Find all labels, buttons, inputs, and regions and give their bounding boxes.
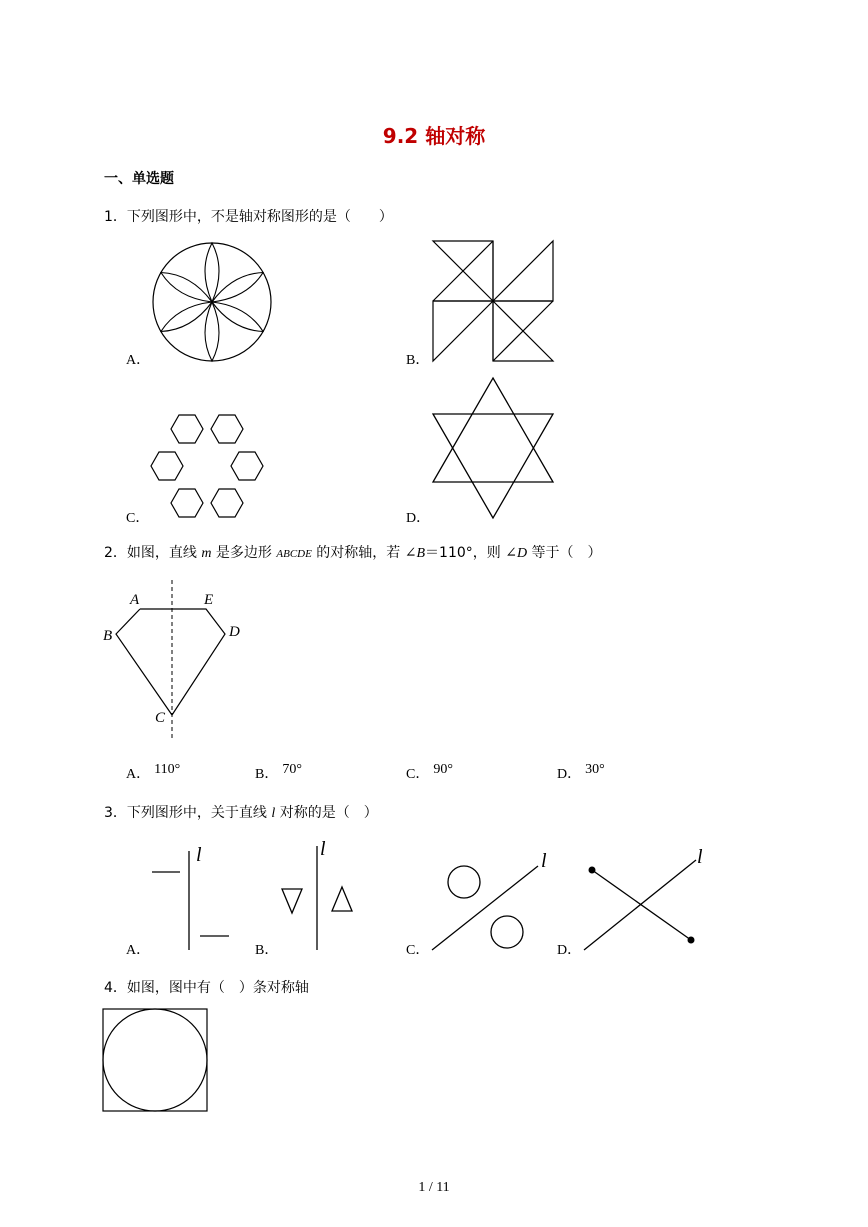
q2-option-d-letter: D． bbox=[557, 767, 582, 782]
q2-text-5: 等于（ ） bbox=[527, 545, 602, 561]
q3-option-d[interactable]: D． bbox=[557, 943, 582, 958]
question-3-text bbox=[104, 802, 378, 822]
q2-polygon-figure bbox=[100, 580, 260, 740]
question-4-text: 4．如图，图中有（ ）条对称轴 bbox=[104, 980, 309, 996]
q4-figure bbox=[102, 1008, 210, 1114]
section-heading: 一、单选题 bbox=[104, 171, 174, 187]
q2-option-c-value: 90° bbox=[433, 762, 453, 777]
q2-polygon-name: ABCDE bbox=[276, 548, 312, 560]
q2-option-b-value: 70° bbox=[282, 762, 302, 777]
q2-line-m: m bbox=[201, 546, 212, 561]
q2-text-3: 的对称轴，若 bbox=[311, 545, 405, 561]
q2-option-b[interactable] bbox=[255, 763, 302, 783]
q2-text-4: ，则 bbox=[472, 545, 506, 561]
q1-option-b[interactable]: B． bbox=[406, 353, 430, 368]
q2-label-a: A bbox=[130, 592, 140, 608]
q2-option-a[interactable] bbox=[126, 763, 180, 783]
q2-label-b: B bbox=[103, 628, 113, 644]
q3-b-line-label: l bbox=[320, 838, 326, 860]
q3-figure-c bbox=[430, 860, 542, 952]
page-title: 9.2 轴对称 bbox=[382, 124, 486, 148]
q1-figure-d bbox=[430, 376, 556, 520]
question-2-text bbox=[104, 542, 602, 562]
q2-angle-b-value: ＝110° bbox=[425, 545, 473, 561]
q2-option-d-value: 30° bbox=[585, 762, 605, 777]
q1-figure-b bbox=[432, 240, 554, 362]
q3-figure-d bbox=[582, 856, 700, 952]
q3-option-a[interactable]: A． bbox=[126, 943, 151, 958]
q1-figure-a bbox=[150, 240, 274, 364]
q2-angle-b: ∠B bbox=[404, 546, 426, 561]
q3-a-line-label: l bbox=[196, 844, 202, 866]
page-number: 1 / 11 bbox=[418, 1180, 450, 1195]
q2-option-c[interactable] bbox=[406, 763, 453, 783]
q3-figure-a bbox=[150, 848, 232, 952]
q3-option-b[interactable]: B． bbox=[255, 943, 279, 958]
q1-option-a[interactable]: A． bbox=[126, 353, 151, 368]
q1-option-c[interactable]: C． bbox=[126, 511, 150, 526]
q3-figure-b bbox=[278, 842, 358, 952]
q2-option-a-letter: A． bbox=[126, 767, 151, 782]
q2-text-1: 2．如图，直线 bbox=[104, 545, 202, 561]
q3-d-line-label: l bbox=[697, 846, 703, 868]
q1-figure-c bbox=[150, 414, 272, 520]
q2-option-c-letter: C． bbox=[406, 767, 430, 782]
q2-angle-d: ∠D bbox=[505, 546, 528, 561]
q2-label-e: E bbox=[204, 592, 214, 608]
q1-option-d[interactable]: D． bbox=[406, 511, 431, 526]
q2-option-a-value: 110° bbox=[154, 762, 181, 777]
q2-label-c: C bbox=[155, 710, 166, 726]
q2-option-d[interactable] bbox=[557, 763, 605, 783]
q2-label-d: D bbox=[229, 624, 240, 640]
q3-text-2: 对称的是（ ） bbox=[275, 805, 378, 821]
q2-text-2: 是多边形 bbox=[211, 545, 277, 561]
question-1-text: 1．下列图形中，不是轴对称图形的是（ ） bbox=[104, 209, 393, 225]
q3-text-1: 3．下列图形中，关于直线 bbox=[104, 805, 272, 821]
q3-line-l: l bbox=[271, 806, 276, 821]
q3-c-line-label: l bbox=[541, 850, 547, 872]
q2-option-b-letter: B． bbox=[255, 767, 279, 782]
q3-option-c[interactable]: C． bbox=[406, 943, 430, 958]
